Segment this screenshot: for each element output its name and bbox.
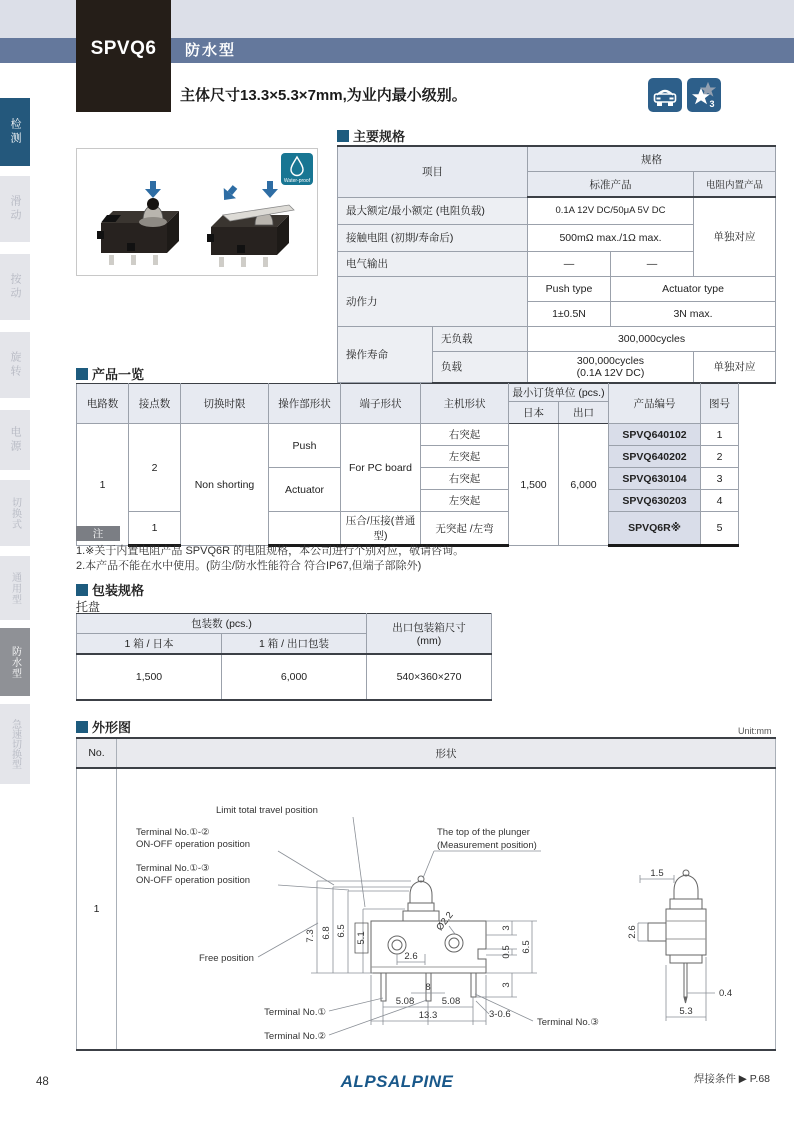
spec-col-item: 项目 (338, 146, 528, 197)
cell-fig: 5 (701, 512, 739, 546)
page-number: 48 (36, 1076, 49, 1088)
pack-col-export: 1 箱 / 出口包装 (222, 634, 367, 655)
cell-contacts-1: 1 (129, 512, 181, 546)
cell-push: Push (269, 424, 341, 468)
dim-6-5: 6.5 (336, 923, 347, 938)
cell-fig: 4 (701, 490, 739, 512)
section-marker (76, 721, 88, 733)
spec-row-output-label: 电气输出 (338, 251, 528, 276)
spec-life-load-value-line2: (0.1A 12V DC) (576, 366, 645, 379)
pack-qty-header: 包装数 (pcs.) (77, 614, 367, 634)
col-export: 出口 (559, 402, 609, 424)
label-limit-travel: Limit total travel position (216, 804, 318, 816)
sidebar-tab-quick-switch[interactable]: 急速切换型 (0, 704, 30, 784)
spec-life-noload-label: 无负载 (433, 326, 528, 351)
pack-export-box-line1: 出口包装箱尺寸 (392, 622, 466, 634)
unit-note: Unit:mm (738, 726, 772, 736)
subtitle: 主体尺寸13.3×5.3×7mm,为业内最小级别。 (180, 87, 467, 104)
section-marker (337, 130, 349, 142)
sidebar-tab-slide[interactable]: 滑动 (0, 176, 30, 242)
outline-table (76, 737, 776, 1051)
dim-right-6-5: 6.5 (521, 939, 532, 954)
spec-table (337, 145, 776, 384)
model-name: SPVQ6 (90, 38, 157, 59)
pack-val-export: 6,000 (222, 654, 367, 700)
cell-fig: 1 (701, 424, 739, 446)
spec-life-noload-value: 300,000cycles (528, 326, 776, 351)
spec-force-push-value: 1±0.5N (528, 301, 611, 326)
model-box (76, 0, 171, 112)
pack-val-box-size: 540×360×270 (367, 654, 492, 700)
cell-circuits: 1 (77, 424, 129, 546)
note-line-1: 1.※关于内置电阻产品 SPVQ6R 的电阻规格，本公司进行个别对应，敬请咨询。 (76, 545, 465, 557)
packaging-table (76, 613, 492, 701)
cell-fig: 3 (701, 468, 739, 490)
pack-export-box-header (367, 614, 492, 655)
spec-section-title-text: 主要规格 (353, 129, 406, 144)
automotive-icon (648, 78, 682, 112)
product-photo-actuator-type (197, 179, 305, 271)
pack-col-japan: 1 箱 / 日本 (77, 634, 222, 655)
col-japan: 日本 (509, 402, 559, 424)
sidebar-tab-rotary[interactable]: 旋转 (0, 332, 30, 398)
side-view (648, 867, 706, 1003)
feature-badges (648, 78, 721, 112)
cell-part-no: SPVQ640102 (609, 424, 701, 446)
cell-contacts-2: 2 (129, 424, 181, 512)
spec-row-force-label: 动作力 (338, 276, 528, 326)
sidebar-tab-general[interactable]: 通用型 (0, 556, 30, 620)
col-moq: 最小订货单位 (pcs.) (509, 384, 609, 402)
pack-export-box-line2: (mm) (416, 635, 442, 647)
dim-5-08-a: 5.08 (395, 995, 415, 1007)
cell-shape: 左突起 (421, 446, 509, 468)
outline-drawing-cell (117, 768, 776, 1050)
label-terminal-1-3: Terminal No.①-③ (136, 862, 210, 874)
spec-force-push-type: Push type (528, 276, 611, 301)
outline-row-no: 1 (77, 768, 117, 1050)
label-terminal-2: Terminal No.② (264, 1030, 326, 1042)
products-section-title-text: 产品一览 (92, 367, 145, 382)
arrow-down-icon (262, 181, 278, 198)
spec-force-actuator-type: Actuator type (611, 276, 776, 301)
products-table (76, 383, 739, 547)
cell-pcb: For PC board (341, 424, 421, 512)
spec-row-contact-label: 接触电阻 (初期/寿命后) (338, 224, 528, 251)
cell-fig: 2 (701, 446, 739, 468)
dim-right-3-top: 3 (501, 924, 512, 931)
note-lines (76, 544, 464, 574)
pack-val-japan: 1,500 (77, 654, 222, 700)
sidebar-tab-detect[interactable]: 检测 (0, 98, 30, 166)
cell-japan-qty: 1,500 (509, 424, 559, 546)
side-view-dim-lines (638, 875, 715, 1021)
cell-part-no: SPVQ630203 (609, 490, 701, 512)
dim-5-08-b: 5.08 (441, 995, 461, 1007)
dim-6-8: 6.8 (321, 925, 332, 940)
dim-3-0-6: 3-0.6 (489, 1008, 511, 1020)
col-terminal: 端子形状 (341, 384, 421, 424)
products-section-title (76, 364, 144, 383)
dim-side-2-6: 2.6 (627, 924, 638, 939)
spec-row-life-label: 操作寿命 (338, 326, 433, 383)
packaging-section-title-text: 包装规格 (92, 583, 145, 598)
soldering-conditions-link[interactable]: 焊接条件 ▶ P.68 (693, 1073, 770, 1085)
cell-shape: 左突起 (421, 490, 509, 512)
dim-side-1-5: 1.5 (650, 867, 664, 879)
dim-right-3-bottom: 3 (501, 981, 512, 988)
cell-part-no: SPVQ630104 (609, 468, 701, 490)
cell-actuator: Actuator (269, 468, 341, 512)
spec-row-rating-label: 最大额定/最小额定 (电阻负载) (338, 197, 528, 224)
spec-life-load-label: 负载 (433, 351, 528, 383)
note-badge: 注 (76, 526, 120, 541)
spec-row-output-v2: — (611, 251, 694, 276)
cell-operating-empty (269, 512, 341, 546)
arrow-down-icon (145, 181, 161, 198)
spec-col-spec: 规格 (528, 146, 776, 172)
spec-resistor-note: 单独对应 (694, 197, 776, 276)
cell-part-no: SPVQ640202 (609, 446, 701, 468)
arrow-diagonal-icon (218, 182, 241, 205)
section-marker (76, 368, 88, 380)
spec-row-output-v1: — (528, 251, 611, 276)
col-part-no: 产品编号 (609, 384, 701, 424)
col-circuits: 电路数 (77, 384, 129, 424)
product-photo-push-type (87, 179, 192, 271)
product-photo-box (76, 148, 318, 276)
label-terminal-1-3-sub: ON-OFF operation position (136, 874, 251, 886)
side-view-dims (627, 868, 732, 1017)
outline-col-shape: 形状 (117, 738, 776, 768)
packaging-subtitle: 托盘 (76, 600, 101, 614)
spec-life-load-value-line1: 300,000cycles (576, 354, 645, 367)
cell-crimp: 压合/压接(普通型) (341, 512, 421, 546)
cell-shape: 右突起 (421, 468, 509, 490)
cell-export-qty: 6,000 (559, 424, 609, 546)
brand-logo: ALPSALPINE (340, 1072, 454, 1091)
category-label: 防水型 (185, 42, 237, 59)
col-body: 主机形状 (421, 384, 509, 424)
col-fig: 图号 (701, 384, 739, 424)
outline-section-title (76, 717, 131, 736)
packaging-section-title (76, 580, 144, 599)
label-terminal-1: Terminal No.① (264, 1006, 326, 1018)
section-marker (76, 584, 88, 596)
label-terminal-3: Terminal No.③ (537, 1016, 599, 1028)
sidebar-tab-push[interactable]: 按动 (0, 254, 30, 320)
cell-shape: 无突起 /左弯 (421, 512, 509, 546)
dim-side-5-3: 5.3 (679, 1005, 693, 1017)
note-line-2: 2.本产品不能在水中使用。(防尘/防水性能符合 符合IP67,但端子部除外) (76, 560, 422, 572)
dim-right-0-5: 0.5 (501, 944, 512, 959)
cell-timing: Non shorting (181, 424, 269, 546)
spec-col-standard: 标准产品 (528, 172, 694, 198)
label-plunger-top: The top of the plunger (437, 826, 530, 838)
dim-7-3: 7.3 (305, 928, 316, 943)
waterproof-badge-label: Water-proof (283, 178, 311, 184)
sidebar-tab-toggle[interactable]: 切换式 (0, 480, 30, 546)
cell-part-no: SPVQ6R※ (609, 512, 701, 546)
waterproof-badge (281, 153, 313, 185)
dim-8: 8 (425, 981, 431, 993)
star-rating-icon (687, 78, 721, 112)
col-operating: 操作部形状 (269, 384, 341, 424)
label-terminal-1-2-sub: ON-OFF operation position (136, 838, 251, 850)
sidebar-tab-power[interactable]: 电源 (0, 410, 30, 470)
outline-section-title-text: 外形图 (92, 720, 132, 735)
cell-shape: 右突起 (421, 424, 509, 446)
spec-row-rating-value: 0.1A 12V DC/50μA 5V DC (528, 197, 694, 224)
spec-life-load-value (528, 351, 694, 383)
label-plunger-top-sub: (Measurement position) (437, 839, 537, 851)
outline-col-no: No. (77, 738, 117, 768)
spec-section-title (337, 126, 405, 145)
star-count: 3 (709, 99, 715, 109)
col-contacts: 接点数 (129, 384, 181, 424)
technical-drawing (121, 771, 771, 1045)
dim-13-3: 13.3 (418, 1009, 438, 1021)
spec-row-contact-value: 500mΩ max./1Ω max. (528, 224, 694, 251)
sidebar-tab-waterproof[interactable]: 防水型 (0, 628, 30, 696)
spec-life-load-resistor-note: 单独对应 (694, 351, 776, 383)
spec-force-actuator-value: 3N max. (611, 301, 776, 326)
dim-side-0-4: 0.4 (719, 987, 733, 999)
col-timing: 切换时限 (181, 384, 269, 424)
dim-2-6: 2.6 (404, 950, 418, 962)
label-free-position: Free position (199, 952, 254, 964)
label-terminal-1-2: Terminal No.①-② (136, 826, 210, 838)
dim-5-1: 5.1 (356, 930, 367, 945)
dim-dia-2-2: Ø2.2 (434, 909, 456, 933)
spec-col-resistor: 电阻内置产品 (694, 172, 776, 198)
